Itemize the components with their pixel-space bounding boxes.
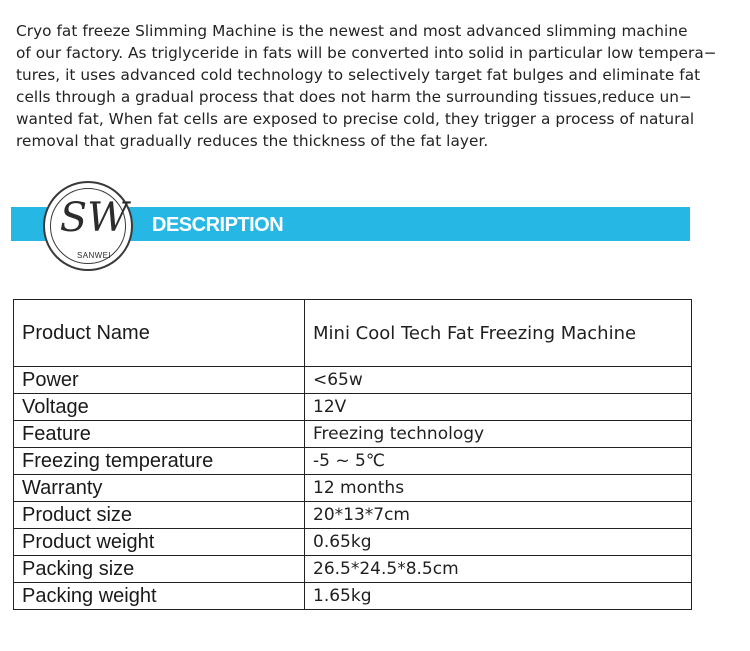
- spec-label: Power: [14, 367, 305, 394]
- table-row: [14, 529, 692, 556]
- section-title: DESCRIPTION: [152, 214, 284, 236]
- spec-label: Packing size: [14, 556, 305, 583]
- intro-line: cells through a gradual process that does not harm the surrounding tissues,reduce un−: [16, 88, 692, 106]
- logo-monogram: SW: [59, 195, 129, 241]
- spec-value: Freezing technology: [305, 421, 692, 448]
- spec-label: Product Name: [14, 300, 305, 367]
- spec-table: [13, 299, 692, 610]
- spec-label: Voltage: [14, 394, 305, 421]
- table-row: [14, 394, 692, 421]
- spec-label: Packing weight: [14, 583, 305, 610]
- spec-value: 0.65kg: [305, 529, 692, 556]
- intro-paragraph: [16, 20, 716, 152]
- spec-value: <65w: [305, 367, 692, 394]
- spec-label: Warranty: [14, 475, 305, 502]
- table-row: [14, 502, 692, 529]
- spec-label: Feature: [14, 421, 305, 448]
- spec-label: Product size: [14, 502, 305, 529]
- brand-logo: [43, 181, 133, 271]
- spec-value: 12 months: [305, 475, 692, 502]
- spec-value: -5 ~ 5℃: [305, 448, 692, 475]
- intro-line: of our factory. As triglyceride in fats will be converted into solid in particular low tempera−: [16, 44, 717, 62]
- spec-value: 20*13*7cm: [305, 502, 692, 529]
- table-row: [14, 300, 692, 367]
- spec-label: Freezing temperature: [14, 448, 305, 475]
- table-row: [14, 583, 692, 610]
- spec-label: Product weight: [14, 529, 305, 556]
- spec-value: Mini Cool Tech Fat Freezing Machine: [305, 300, 692, 367]
- spec-value: 26.5*24.5*8.5cm: [305, 556, 692, 583]
- spec-value: 12V: [305, 394, 692, 421]
- spec-value: 1.65kg: [305, 583, 692, 610]
- logo-inner-ring: [50, 188, 129, 264]
- table-row: [14, 421, 692, 448]
- intro-line: wanted fat, When fat cells are exposed to precise cold, they trigger a process of natural: [16, 110, 695, 128]
- table-row: [14, 475, 692, 502]
- intro-line: removal that gradually reduces the thickness of the fat layer.: [16, 132, 489, 150]
- table-row: [14, 448, 692, 475]
- intro-line: tures, it uses advanced cold technology to selectively target fat bulges and eliminate fat: [16, 66, 701, 84]
- intro-line: Cryo fat freeze Slimming Machine is the newest and most advanced slimming machine: [16, 22, 688, 40]
- table-row: [14, 367, 692, 394]
- table-row: [14, 556, 692, 583]
- logo-brand-name: SANWEI: [77, 251, 111, 260]
